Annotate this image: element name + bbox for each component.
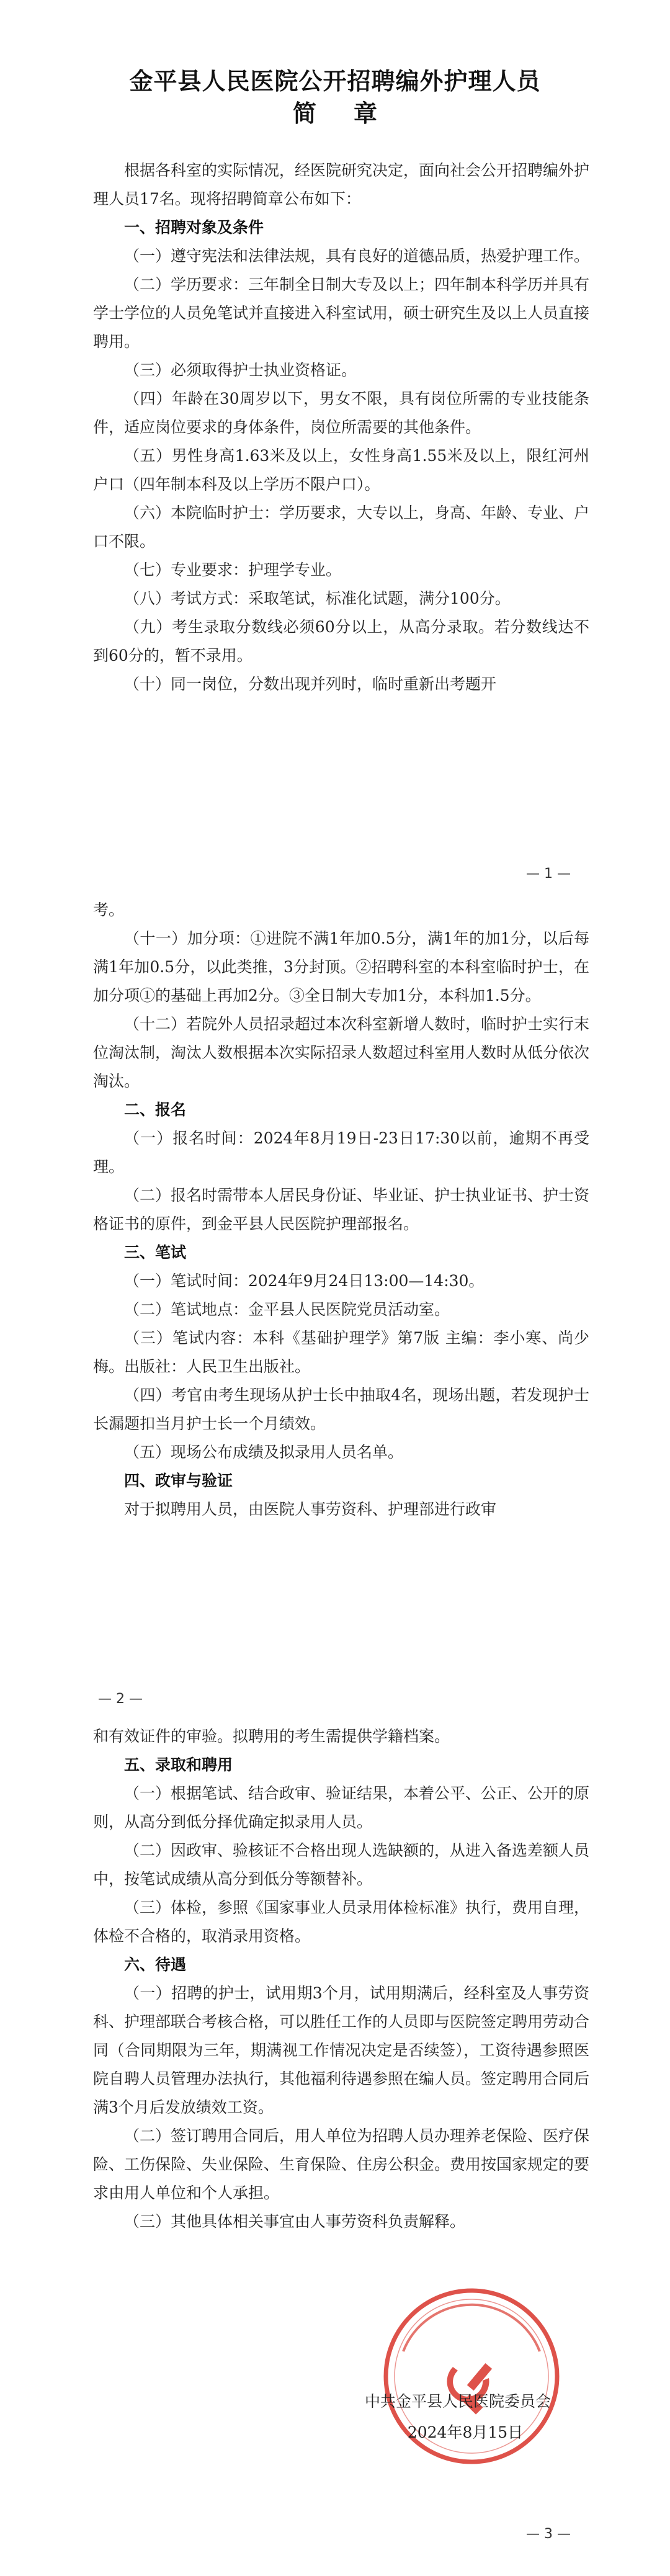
paragraph: （一）招聘的护士，试用期3个月，试用期满后，经科室及人事劳资科、护理部联合考核合格，可以胜任工作的人员即与医院签定聘用劳动合同（合同期限为三年，期满视工作情况决定是否续签），工资待遇参照医院自聘人员管理办法执行，其他福利待遇参照在编人员。签定聘用合同后满3个月后发放绩效工资。 <box>93 1984 590 2116</box>
paragraph: （一）根据笔试、结合政审、验证结果，本着公平、公正、公开的原则，从高分到低分择优确定拟录用人员。 <box>93 1784 590 1831</box>
paragraph: （七）专业要求：护理学专业。 <box>124 561 342 579</box>
signature-date: 2024年8月15日 <box>407 2423 524 2441</box>
page-number-3: — 3 — <box>526 2526 571 2542</box>
paragraph: 根据各科室的实际情况，经医院研究决定，面向社会公开招聘编外护理人员17名。现将招聘简章公布如下： <box>93 161 590 208</box>
paragraph: （四）考官由考生现场从护士长中抽取4名，现场出题，若发现护士长漏题扣当月护士长一个月绩效。 <box>93 1386 589 1433</box>
page-number-2: — 2 — <box>98 1691 143 1707</box>
paragraph: （一）遵守宪法和法律法规，具有良好的道德品质，热爱护理工作。 <box>124 247 590 265</box>
section-heading: 六、待遇 <box>124 1956 187 1974</box>
document-subtitle: 简章 <box>292 100 414 127</box>
paragraph: 和有效证件的审验。拟聘用的考生需提供学籍档案。 <box>93 1727 450 1745</box>
paragraph: （一）笔试时间：2024年9月24日13:00—14:30。 <box>124 1272 485 1290</box>
paragraph: （六）本院临时护士：学历要求，大专以上，身高、年龄、专业、户口不限。 <box>93 504 590 550</box>
page2-body <box>93 896 589 1524</box>
section-heading: 五、录取和聘用 <box>124 1756 233 1774</box>
paragraph: （二）报名时需带本人居民身份证、毕业证、护士执业证书、护士资格证书的原件，到金平县人民医院护理部报名。 <box>93 1186 590 1233</box>
document-title: 金平县人民医院公开招聘编外护理人员 <box>129 68 541 95</box>
section-heading: 三、笔试 <box>124 1243 187 1261</box>
paragraph: （五）男性身高1.63米及以上，女性身高1.55米及以上，限红河州户口（四年制本科及以上学历不限户口）。 <box>93 447 589 493</box>
paragraph: （三）必须取得护士执业资格证。 <box>124 361 357 379</box>
section-heading: 二、报名 <box>124 1101 187 1119</box>
paragraph: （十二）若院外人员招录超过本次科室新增人数时，临时护士实行末位淘汰制，淘汰人数根据本次实际招录人数超过科室用人数时从低分依次淘汰。 <box>93 1015 590 1090</box>
section-heading: 一、招聘对象及条件 <box>124 218 264 236</box>
paragraph: （一）报名时间：2024年8月19日-23日17:30以前，逾期不再受理。 <box>93 1129 589 1176</box>
paragraph: （三）笔试内容：本科《基础护理学》第7版 主编：李小寒、尚少梅。出版社：人民卫生出版社。 <box>93 1329 589 1375</box>
page-number-1: — 1 — <box>526 866 571 882</box>
paragraph: 对于拟聘用人员，由医院人事劳资科、护理部进行政审 <box>124 1500 497 1518</box>
paragraph: （二）笔试地点：金平县人民医院党员活动室。 <box>124 1300 450 1318</box>
paragraph: （二）签订聘用合同后，用人单位为招聘人员办理养老保险、医疗保险、工伤保险、失业保险、生育保险、住房公积金。费用按国家规定的要求由用人单位和个人承担。 <box>93 2127 590 2202</box>
paragraph: 考。 <box>93 901 125 919</box>
paragraph: （二）学历要求：三年制全日制大专及以上；四年制本科学历并具有学士学位的人员免笔试并直接进入科室试用，硕士研究生及以上人员直接聘用。 <box>93 275 590 351</box>
paragraph: （三）其他具体相关事宜由人事劳资科负责解释。 <box>124 2212 466 2230</box>
signature-organization: 中共金平县人民医院委员会 <box>364 2392 551 2410</box>
paragraph: （十）同一岗位，分数出现并列时，临时重新出考题开 <box>124 675 497 693</box>
paragraph: （二）因政审、验核证不合格出现人选缺额的，从进入备选差额人员中，按笔试成绩从高分到低分等额替补。 <box>93 1841 590 1888</box>
page3-body <box>93 1722 589 2236</box>
paragraph: （十一）加分项：①进院不满1年加0.5分，满1年的加1分，以后每满1年加0.5分，以此类推，3分封顶。②招聘科室的本科室临时护士，在加分项①的基础上再加2分。③全日制大专加1分，本科加1.5分。 <box>93 929 589 1004</box>
paragraph: （三）体检，参照《国家事业人员录用体检标准》执行，费用自理，体检不合格的，取消录用资格。 <box>93 1898 590 1945</box>
paragraph: （四）年龄在30周岁以下，男女不限，具有岗位所需的专业技能条件，适应岗位要求的身体条件，岗位所需要的其他条件。 <box>93 390 589 436</box>
paragraph: （五）现场公布成绩及拟录用人员名单。 <box>124 1443 404 1461</box>
paragraph: （八）考试方式：采取笔试，标准化试题，满分100分。 <box>124 589 511 607</box>
paragraph: （九）考生录取分数线必须60分以上，从高分录取。若分数线达不到60分的，暂不录用。 <box>93 618 589 664</box>
page1-body <box>93 156 589 699</box>
section-heading: 四、政审与验证 <box>124 1472 233 1490</box>
